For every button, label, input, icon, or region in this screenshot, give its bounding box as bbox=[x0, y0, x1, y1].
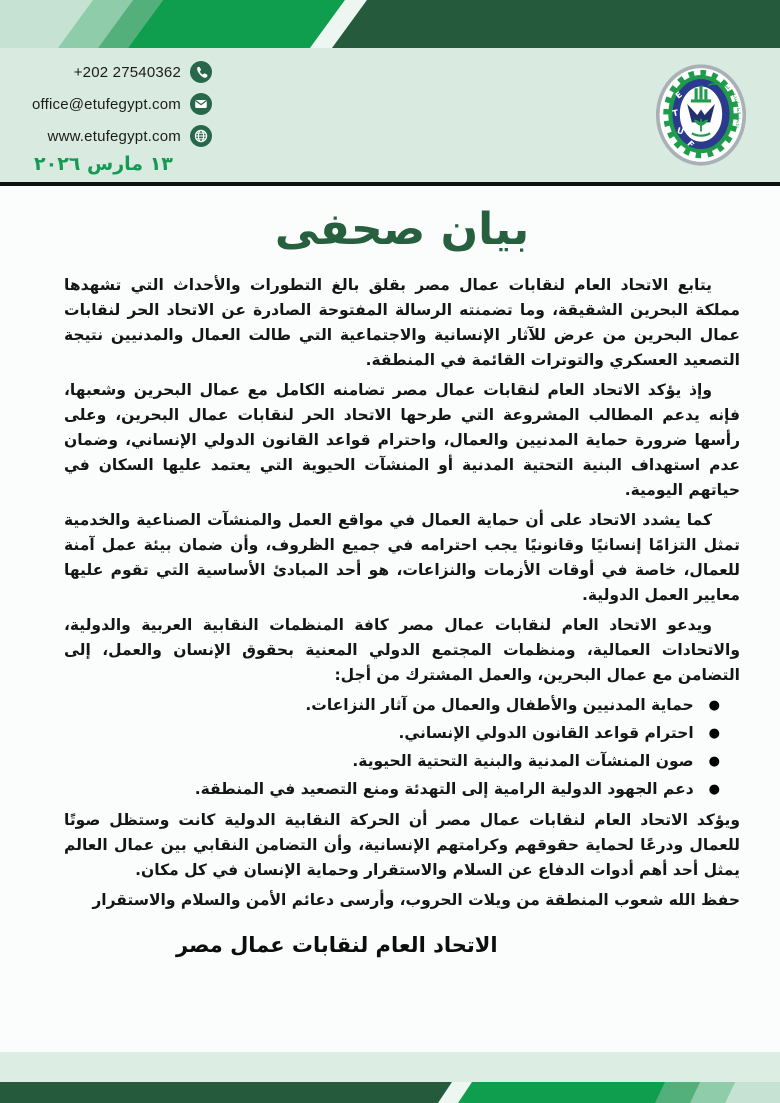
document-date: ١٣ مارس ٢٠٢٦ bbox=[34, 153, 173, 175]
letterhead bbox=[0, 48, 780, 182]
svg-text:U: U bbox=[675, 125, 686, 137]
website-url: www.etufegypt.com bbox=[47, 127, 181, 145]
paragraph-1: يتابع الاتحاد العام لنقابات عمال مصر بقلق بالغ التطورات والأحداث التي تشهدها مملكة البحرين الشقيقة، وما تضمنته الرسالة المفتوحة الصادرة عن الاتحاد الحر لنقابات عمال البحرين من عرض للآثار الإنسانية والاجتماعية التي طالت العمال والمدنيين نتيجة التصعيد العسكري والتوترات القائمة في المنطقة. bbox=[64, 276, 740, 369]
phone-number: +202 27540362 bbox=[73, 63, 181, 81]
svg-text:F: F bbox=[685, 138, 697, 150]
document-body bbox=[0, 186, 780, 1052]
paragraph-2: وإذ يؤكد الاتحاد العام لنقابات عمال مصر تضامنه الكامل مع عمال البحرين وشعبها، فإنه يدعم المطالب المشروعة التي طرحها الاتحاد الحر لنقابات عمال البحرين، وعلى رأسها ضرورة حماية المدنيين والعمال، واحترام قواعد القانون الدولي الإنساني، وضمان عدم استهداف البنية التحتية المدنية أو المنشآت الحيوية التي يعتمد عليها السكان في حياتهم اليومية. bbox=[64, 381, 740, 499]
list-item: ● دعم الجهود الدولية الرامية إلى التهدئة ومنع التصعيد في المنطقة. bbox=[64, 777, 740, 803]
footer-decoration bbox=[0, 1082, 780, 1103]
paragraph-4: ويدعو الاتحاد العام لنقابات عمال مصر كافة المنظمات النقابية العربية والدولية، والاتحادات العمالية، ومنظمات المجتمع الدولي المعنية بحقوق الإنسان والعمل، إلى التضامن مع عمال البحرين، والعمل المشترك من أجل: bbox=[64, 616, 740, 684]
phone-icon bbox=[190, 61, 212, 83]
contact-row-website bbox=[0, 120, 212, 152]
footer bbox=[0, 1052, 780, 1103]
list-item: ● احترام قواعد القانون الدولي الإنساني. bbox=[64, 721, 740, 747]
list-item: ● حماية المدنيين والأطفال والعمال من آثار النزاعات. bbox=[64, 693, 740, 719]
bullet-icon: ● bbox=[708, 698, 720, 713]
demands-list bbox=[64, 693, 740, 803]
list-item: ● صون المنشآت المدنية والبنية التحتية الحيوية. bbox=[64, 749, 740, 775]
email-address: office@etufegypt.com bbox=[31, 95, 181, 113]
contact-block bbox=[0, 56, 212, 175]
svg-text:الاتحاد العام لنقابات عمال مصر: الاتحاد العام لنقابات عمال مصر bbox=[711, 78, 741, 128]
footer-pale-strip bbox=[0, 1052, 780, 1082]
header-decoration bbox=[0, 0, 780, 48]
signature: الاتحاد العام لنقابات عمال مصر bbox=[176, 933, 498, 957]
prayer-line: حفظ الله شعوب المنطقة من ويلات الحروب، وأرسى دعائم الأمن والسلام والاستقرار bbox=[92, 891, 740, 909]
globe-icon bbox=[190, 125, 212, 147]
svg-text:E: E bbox=[673, 89, 684, 101]
page-title: بيان صحفى bbox=[274, 204, 530, 255]
etuf-logo bbox=[655, 62, 747, 168]
bullet-icon: ● bbox=[708, 754, 720, 769]
svg-text:T: T bbox=[671, 107, 680, 119]
contact-row-email bbox=[0, 88, 212, 120]
contact-row-phone bbox=[0, 56, 212, 88]
email-icon bbox=[190, 93, 212, 115]
bullet-icon: ● bbox=[708, 782, 720, 797]
bullet-icon: ● bbox=[708, 726, 720, 741]
paragraph-3: كما يشدد الاتحاد على أن حماية العمال في مواقع العمل والمنشآت الصناعية والخدمية تمثل التزامًا إنسانيًا وقانونيًا يجب احترامه في جميع الظروف، وأن ضمان بيئة عمل آمنة للعمال، خاصة في أوقات الأزمات والنزاعات، هو أحد المبادئ الأساسية التي تقوم عليها معايير العمل الدولية. bbox=[64, 511, 740, 604]
closing-paragraph: ويؤكد الاتحاد العام لنقابات عمال مصر أن الحركة النقابية الدولية كانت وستظل صوتًا للعمال ودرعًا لحماية حقوقهم وكرامتهم الإنسانية، وأن التضامن النقابي بين عمال العالم يمثل أحد أهم أدوات الدفاع عن السلام والاستقرار وحماية الإنسان في كل مكان. bbox=[64, 811, 740, 879]
